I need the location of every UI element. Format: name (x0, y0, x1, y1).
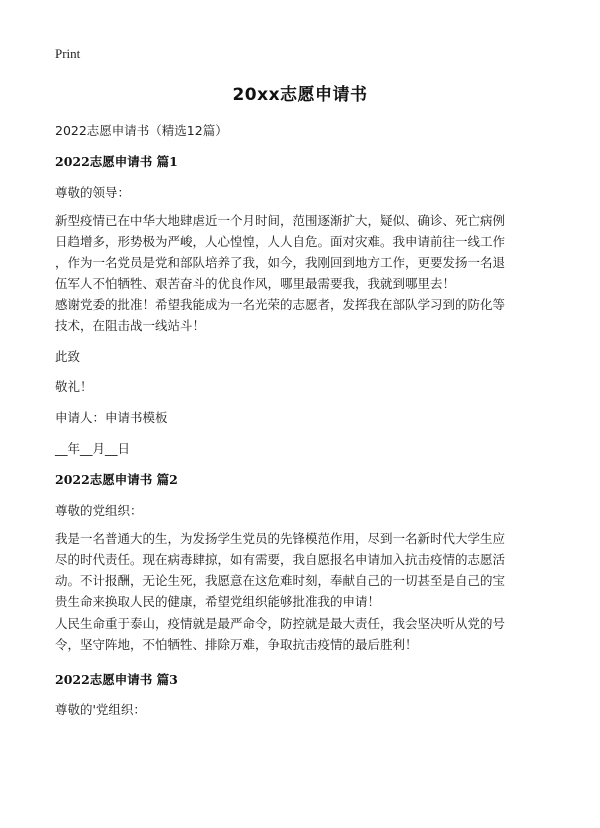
closing-jing-li: 敬礼！ (55, 379, 93, 394)
document-title: 20xx志愿申请书 (232, 85, 368, 105)
paragraph-line: 我是一名普通大的生，为发扬学生党员的先锋模范作用，尽到一名新时代大学生应 (55, 531, 506, 546)
paragraph-line: 令，坚守阵地，不怕牺牲、排除万难，争取抗击疫情的最后胜利！ (55, 637, 418, 652)
paragraph-line: 尽的时代责任。现在病毒肆掠，如有需要，我自愿报名申请加入抗击疫情的志愿活 (55, 552, 506, 567)
date-line: __年__月__日 (55, 441, 131, 456)
article-1-paragraph-1 (55, 210, 555, 294)
paragraph-line: 日趋增多，形势极为严峻，人心惶惶，人人自危。面对灾难。我申请前往一线工作 (55, 234, 506, 249)
article-1-heading: 2022志愿申请书 篇1 (55, 154, 178, 169)
applicant-line: 申请人：申请书模板 (55, 410, 168, 425)
document-subtitle: 2022志愿申请书（精选12篇） (55, 123, 228, 138)
closing-ci-zhi: 此致 (55, 349, 81, 364)
paragraph-line: 伍军人不怕牺牲、艰苦奋斗的优良作风，哪里最需要我，我就到哪里去！ (55, 276, 456, 291)
paragraph-line: 技术，在阻击战一线站斗！ (55, 318, 206, 333)
paragraph-line: ，作为一名党员是党和部队培养了我，如今，我刚回到地方工作，更要发扬一名退 (55, 255, 506, 270)
print-link[interactable]: Print (55, 46, 81, 61)
article-2-heading: 2022志愿申请书 篇2 (55, 472, 178, 487)
paragraph-line: 动。不计报酬，无论生死，我愿意在这危难时刻，奉献自己的一切甚至是自己的宝 (55, 573, 506, 588)
article-3-salutation: 尊敬的'党组织： (55, 702, 146, 717)
paragraph-line: 人民生命重于泰山，疫情就是最严命令，防控就是最大责任，我会坚决听从党的号 (55, 616, 506, 631)
article-2-paragraph-1 (55, 528, 555, 612)
article-2-salutation: 尊敬的党组织： (55, 503, 143, 518)
paragraph-line: 贵生命来换取人民的健康，希望党组织能够批准我的申请！ (55, 594, 381, 609)
article-2-paragraph-2 (55, 613, 555, 655)
article-1-paragraph-2 (55, 294, 555, 336)
article-1-salutation: 尊敬的领导： (55, 185, 131, 200)
paragraph-line: 感谢党委的批准！希望我能成为一名光荣的志愿者，发挥我在部队学习到的防化等 (55, 297, 506, 312)
paragraph-line: 新型疫情已在中华大地肆虐近一个月时间，范围逐渐扩大，疑似、确诊、死亡病例 (55, 213, 506, 228)
article-3-heading: 2022志愿申请书 篇3 (55, 672, 178, 687)
